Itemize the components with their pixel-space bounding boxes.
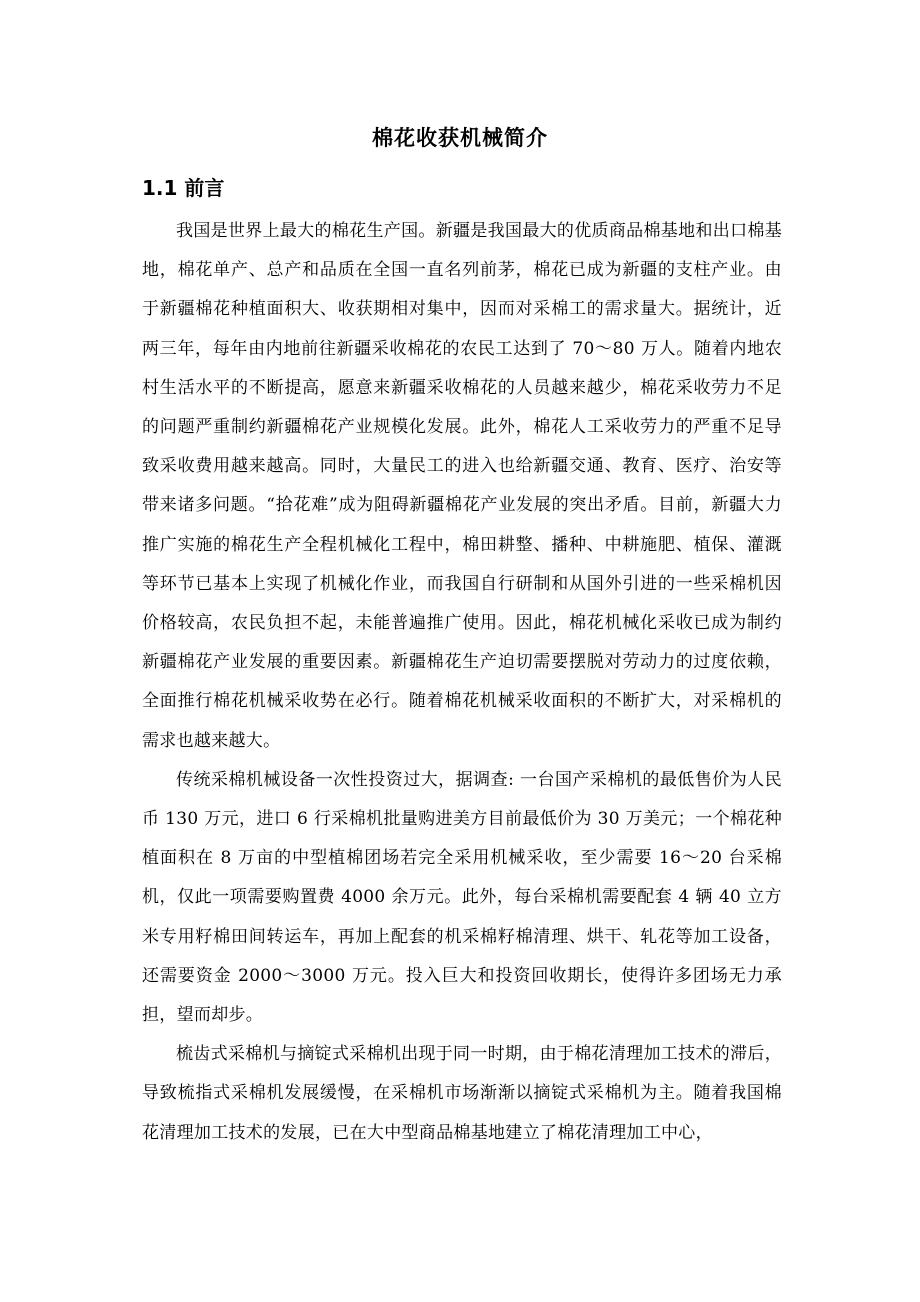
paragraph-2: 传统采棉机械设备一次性投资过大，据调查: 一台国产采棉机的最低售价为人民币 130 万元，进口 6 行采棉机批量购进美方目前最低价为 30 万美元；一个棉花种植面积在 8 万亩的中型植棉团场若完全采用机械采收，至少需要 16～20 台采棉机，仅此一项需要购置费 4000 余万元。此外，每台采棉机需要配套 4 辆 40 立方米专用籽棉田间转运车，再加上配套的机采棉籽棉清理、烘干、轧花等加工设备，还需要资金 2000～3000 万元。投入巨大和投资回收期长，使得许多团场无力承担，望而却步。	[142, 769, 782, 1026]
paragraph-1: 我国是世界上最大的棉花生产国。新疆是我国最大的优质商品棉基地和出口棉基地，棉花单产、总产和品质在全国一直名列前茅，棉花已成为新疆的支柱产业。由于新疆棉花种植面积大、收获期相对集中，因而对采棉工的需求量大。据统计，近两三年，每年由内地前往新疆采收棉花的农民工达到了 70～80 万人。随着内地农村生活水平的不断提高，愿意来新疆采收棉花的人员越来越少，棉花采收劳力不足的问题严重制约新疆棉花产业规模化发展。此外，棉花人工采收劳力的严重不足导致采收费用越来越高。同时，大量民工的进入也给新疆交通、教育、医疗、治安等带来诸多问题。“拾花难”成为阻碍新疆棉花产业发展的突出矛盾。目前，新疆大力推广实施的棉花生产全程机械化工程中，棉田耕整、播种、中耕施肥、植保、灌溉等环节已基本上实现了机械化作业，而我国自行研制和从国外引进的一些采棉机因价格较高，农民负担不起，未能普遍推广使用。因此，棉花机械化采收已成为制约新疆棉花产业发展的重要因素。新疆棉花生产迫切需要摆脱对劳动力的过度依赖，全面推行棉花机械采收势在必行。随着棉花机械采收面积的不断扩大，对采棉机的需求也越来越大。	[142, 221, 782, 751]
body-text	[142, 212, 782, 1153]
section-heading: 1.1 前言	[142, 176, 225, 200]
document-title: 棉花收获机械简介	[372, 126, 548, 150]
paragraph-3: 梳齿式采棉机与摘锭式采棉机出现于同一时期，由于棉花清理加工技术的滞后，导致梳指式采棉机发展缓慢，在采棉机市场渐渐以摘锭式采棉机为主。随着我国棉花清理加工技术的发展，已在大中型商品棉基地建立了棉花清理加工中心，	[142, 1044, 782, 1143]
